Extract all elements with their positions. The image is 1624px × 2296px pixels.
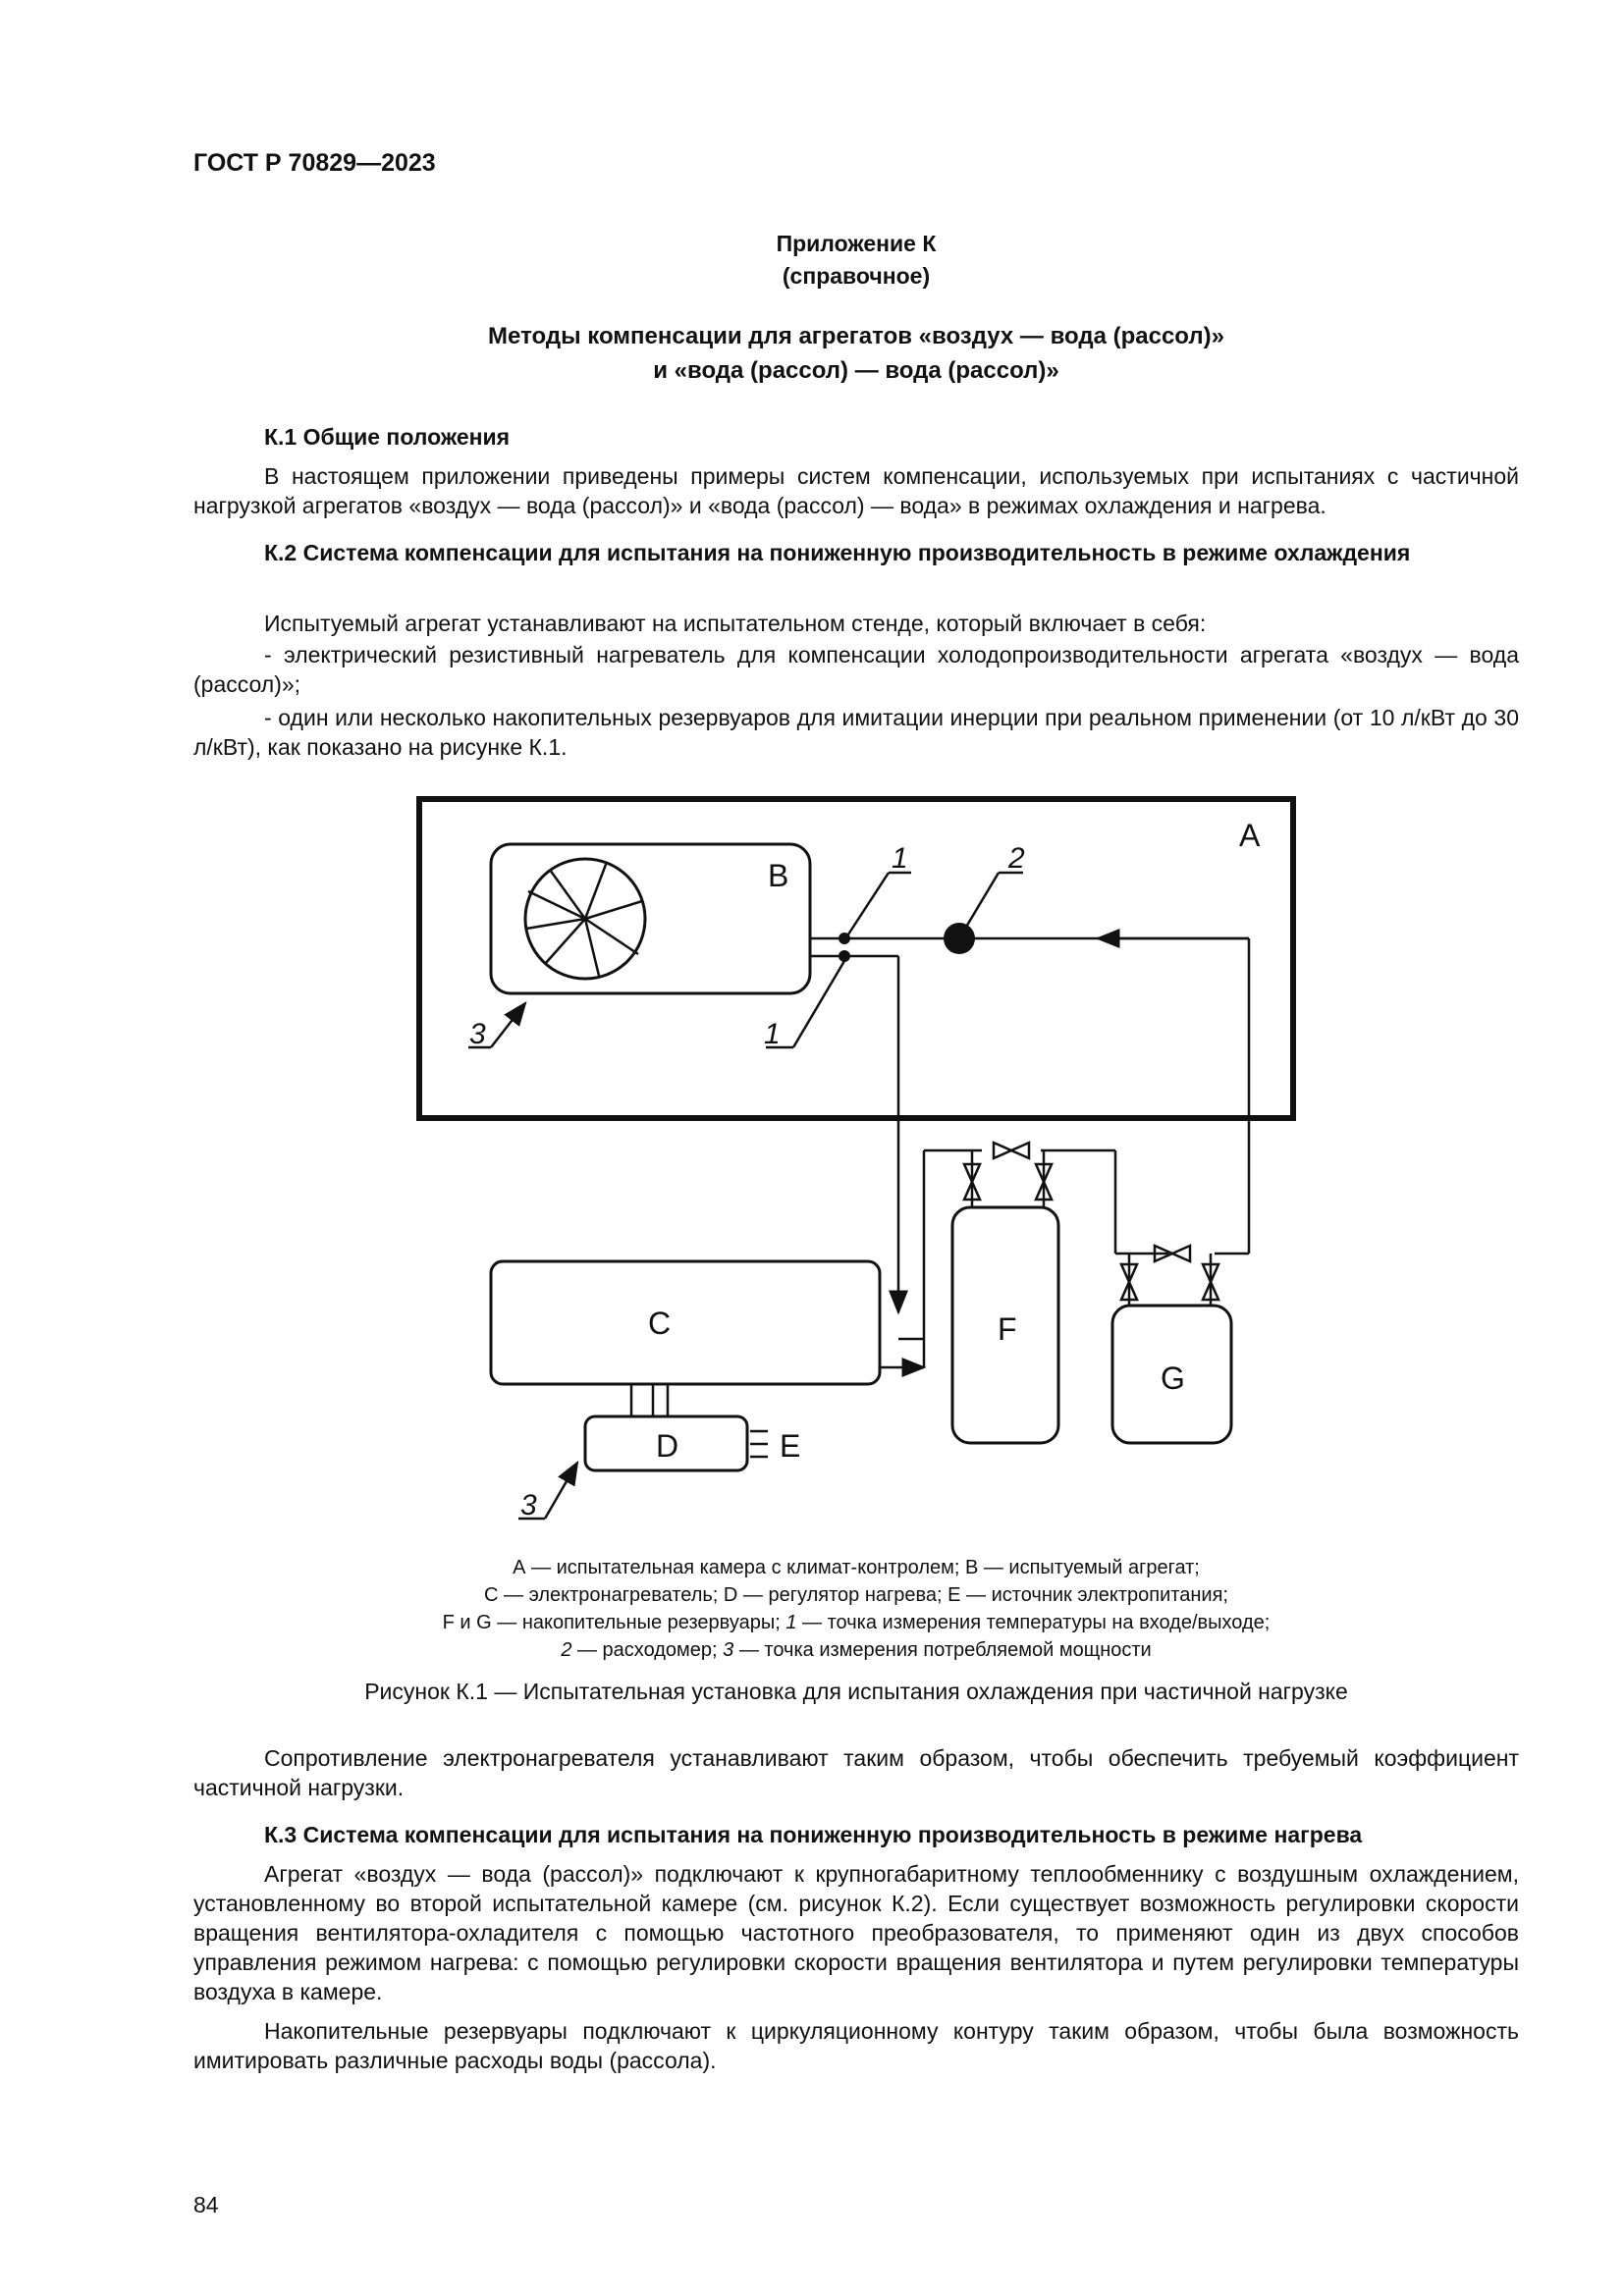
label-2: 2 bbox=[1008, 842, 1025, 875]
legend-line4: 2 — расходомер; 3 — точка измерения потребляемой мощности bbox=[561, 1639, 1152, 1661]
fan-icon bbox=[525, 859, 645, 979]
section-k2-item2: - один или несколько накопительных резервуаров для имитации инерции при реальном применении (от 10 л/кВт до 30 л/кВт), как показано на рисунке К.1. bbox=[193, 705, 1519, 760]
label-f: F bbox=[998, 1311, 1017, 1347]
label-3-unit: 3 bbox=[469, 1018, 486, 1050]
after-figure-text: Сопротивление электронагревателя устанавливают таким образом, чтобы обеспечить требуемый коэффициент частичной нагрузки. bbox=[193, 1745, 1519, 1800]
main-title-line2: и «вода (рассол) — вода (рассол)» bbox=[653, 357, 1059, 384]
legend-line1: А — испытательная камера с климат-контролем; В — испытуемый агрегат; bbox=[513, 1557, 1200, 1578]
figure-legend bbox=[193, 1554, 1519, 1664]
section-k2-heading: К.2 Система компенсации для испытания на пониженную производительность в режиме охлаждения bbox=[264, 540, 1411, 565]
unit-b bbox=[491, 844, 810, 993]
label-a: A bbox=[1239, 818, 1261, 853]
main-title-line1: Методы компенсации для агрегатов «воздух — вода (рассол)» bbox=[488, 323, 1224, 349]
appendix-kind: (справочное) bbox=[782, 263, 931, 289]
label-1-top: 1 bbox=[892, 842, 908, 875]
label-e: E bbox=[780, 1428, 801, 1464]
page-number: 84 bbox=[193, 2192, 219, 2217]
document-header: ГОСТ Р 70829—2023 bbox=[193, 149, 436, 177]
section-k1-text: В настоящем приложении приведены примеры систем компенсации, используемых при испытаниях с частичной нагрузкой агрегатов «воздух — вода (рассол)» и «вода (рассол) — вода» в режимах охлаждения и нагрева. bbox=[193, 463, 1519, 518]
figure-caption: Рисунок К.1 — Испытательная установка для испытания охлаждения при частичной нагрузке bbox=[364, 1679, 1348, 1704]
label-b: B bbox=[768, 858, 789, 893]
label-3-meter: 3 bbox=[520, 1489, 537, 1522]
heater-c bbox=[491, 1261, 880, 1384]
section-k2-item1: - электрический резистивный нагреватель для компенсации холодопроизводительности агрегата «воздух — вода (рассол)»; bbox=[193, 642, 1519, 697]
temp-point-top bbox=[839, 933, 850, 944]
label-1-bottom: 1 bbox=[764, 1018, 781, 1050]
section-k2-intro: Испытуемый агрегат устанавливают на испытательном стенде, который включает в себя: bbox=[264, 611, 1207, 636]
section-k3-p2: Накопительные резервуары подключают к циркуляционному контуру таким образом, чтобы была возможность имитировать различные расходы воды (рассола). bbox=[193, 2018, 1519, 2073]
section-k3-heading: К.3 Система компенсации для испытания на пониженную производительность в режиме нагрева bbox=[264, 1822, 1363, 1847]
legend-line3: F и G — накопительные резервуары; 1 — точка измерения температуры на входе/выходе; bbox=[442, 1612, 1271, 1633]
label-c: C bbox=[648, 1306, 672, 1341]
temp-point-bottom bbox=[839, 950, 850, 962]
section-k3-p1: Агрегат «воздух — вода (рассол)» подключают к крупногабаритному теплообменнику с воздушным охлаждением, установленному во второй испытательной камере (см. рисунок К.2). Если существует возможность регулировки скорости вращения вентилятора-охладителя с помощью частотного преобразователя, то применяют один из двух способов управления режимом нагрева: с помощью регулировки скорости вращения вентилятора и путем регулировки температуры воздуха в камере. bbox=[193, 1861, 1519, 2004]
legend-line2: С — электронагреватель; D — регулятор нагрева; Е — источник электропитания; bbox=[484, 1584, 1228, 1606]
label-d: D bbox=[656, 1428, 679, 1464]
label-g: G bbox=[1161, 1361, 1185, 1396]
valves bbox=[964, 1143, 1218, 1300]
flowmeter bbox=[944, 923, 975, 954]
appendix-label: Приложение К bbox=[776, 231, 937, 256]
section-k1-heading: К.1 Общие положения bbox=[264, 424, 511, 450]
